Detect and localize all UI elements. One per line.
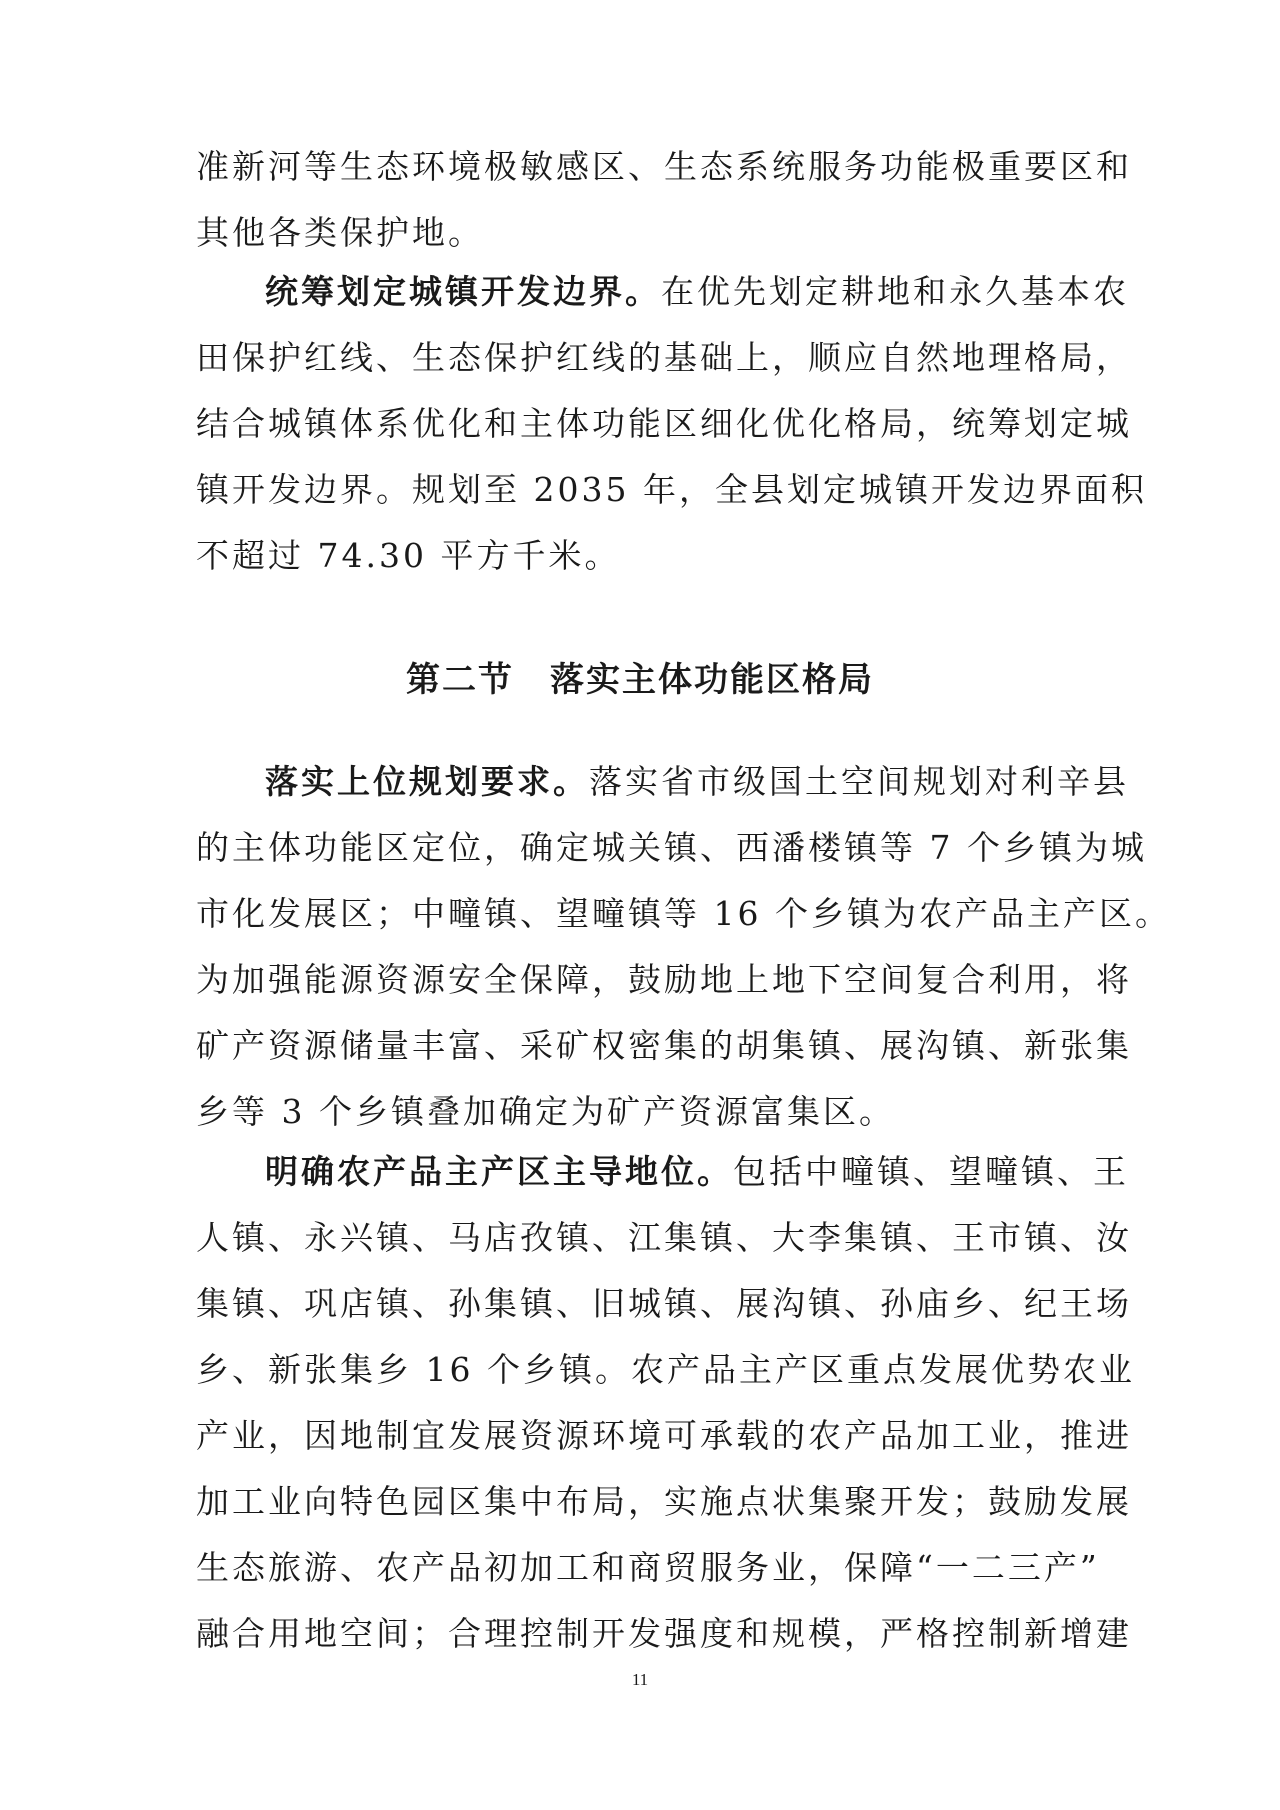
- paragraph-2-line-4: 镇开发边界。规划至 2035 年，全县划定城镇开发边界面积: [196, 470, 1147, 509]
- paragraph-4-line-4: 乡、新张集乡 16 个乡镇。农产品主产区重点发展优势农业: [196, 1350, 1135, 1389]
- section-heading: 第二节 落实主体功能区格局: [406, 660, 874, 700]
- paragraph-3-line-2: 的主体功能区定位，确定城关镇、西潘楼镇等 7 个乡镇为城: [196, 828, 1147, 867]
- paragraph-4-line-2: 人镇、永兴镇、马店孜镇、江集镇、大李集镇、王市镇、汝: [196, 1218, 1132, 1257]
- paragraph-4-line-1: [265, 1139, 1129, 1205]
- paragraph-4-line-6: 加工业向特色园区集中布局，实施点状集聚开发；鼓励发展: [196, 1482, 1132, 1521]
- paragraph-2-line-5: 不超过 74.30 平方千米。: [196, 536, 621, 575]
- paragraph-2-line-1-rest: 在优先划定耕地和永久基本农: [661, 272, 1129, 311]
- paragraph-1-line-2: 其他各类保护地。: [196, 213, 484, 252]
- paragraph-3-line-3: 市化发展区；中疃镇、望疃镇等 16 个乡镇为农产品主产区。: [196, 894, 1171, 933]
- paragraph-3-line-4: 为加强能源资源安全保障，鼓励地上地下空间复合利用，将: [196, 960, 1132, 999]
- paragraph-4-line-8: 融合用地空间；合理控制开发强度和规模，严格控制新增建: [196, 1614, 1132, 1653]
- paragraph-4-line-5: 产业，因地制宜发展资源环境可承载的农产品加工业，推进: [196, 1416, 1132, 1455]
- page-number: 11: [631, 1670, 649, 1689]
- paragraph-4-lead: 明确农产品主产区主导地位。: [265, 1152, 733, 1191]
- paragraph-1-line-1: 准新河等生态环境极敏感区、生态系统服务功能极重要区和: [196, 147, 1132, 186]
- paragraph-3-lead: 落实上位规划要求。: [265, 762, 589, 801]
- paragraph-2-line-2: 田保护红线、生态保护红线的基础上，顺应自然地理格局，: [196, 338, 1132, 377]
- paragraph-4-line-7: 生态旅游、农产品初加工和商贸服务业，保障“一二三产”: [196, 1548, 1100, 1587]
- paragraph-3-line-5: 矿产资源储量丰富、采矿权密集的胡集镇、展沟镇、新张集: [196, 1026, 1132, 1065]
- paragraph-4-line-1-rest: 包括中疃镇、望疃镇、王: [733, 1152, 1129, 1191]
- paragraph-3-line-1-rest: 落实省市级国土空间规划对利辛县: [589, 762, 1129, 801]
- paragraph-2-line-1: [265, 259, 1129, 325]
- paragraph-2-line-3: 结合城镇体系优化和主体功能区细化优化格局，统筹划定城: [196, 404, 1132, 443]
- paragraph-4-line-3: 集镇、巩店镇、孙集镇、旧城镇、展沟镇、孙庙乡、纪王场: [196, 1284, 1132, 1323]
- paragraph-3-line-6: 乡等 3 个乡镇叠加确定为矿产资源富集区。: [196, 1092, 895, 1131]
- paragraph-2-lead: 统筹划定城镇开发边界。: [265, 272, 661, 311]
- paragraph-3-line-1: [265, 749, 1129, 815]
